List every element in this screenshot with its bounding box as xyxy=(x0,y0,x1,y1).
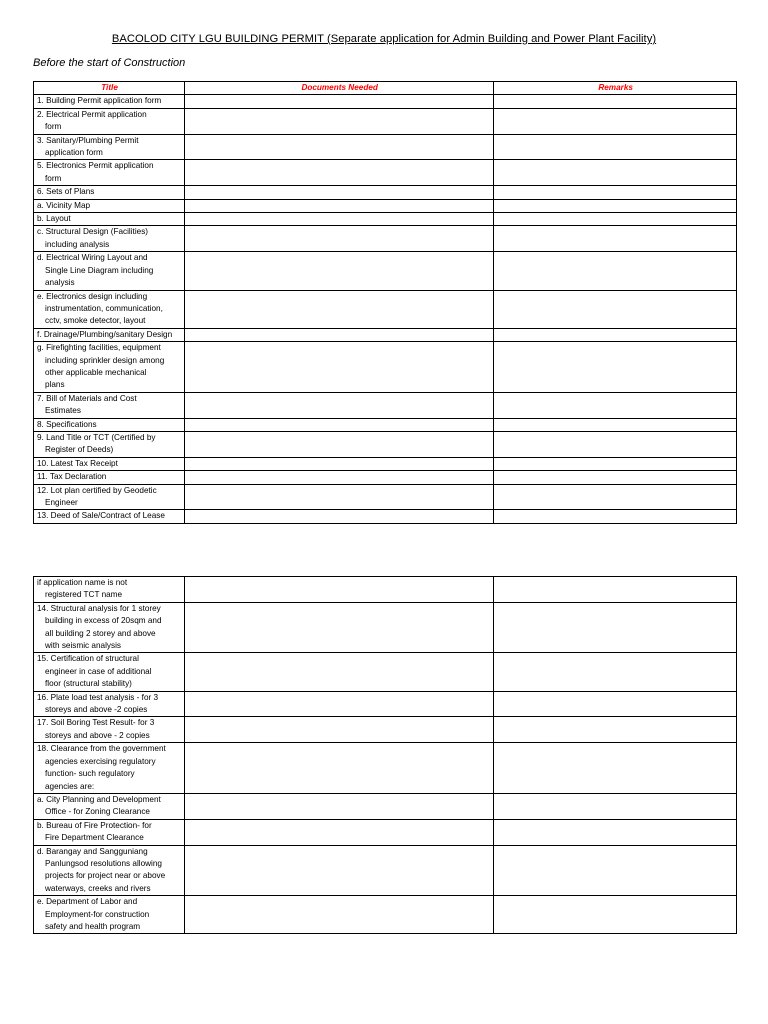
remarks-cell[interactable] xyxy=(494,186,737,199)
table-row xyxy=(34,819,737,845)
table-header-row xyxy=(34,82,737,95)
requirement-title-cell xyxy=(34,717,185,743)
requirement-title-cell xyxy=(34,160,185,186)
documents-needed-cell[interactable] xyxy=(185,160,494,186)
requirement-title-line: 3. Sanitary/Plumbing Permit xyxy=(37,135,139,145)
table-row xyxy=(34,418,737,431)
documents-needed-cell[interactable] xyxy=(185,95,494,108)
requirement-title-line: 17. Soil Boring Test Result- for 3 xyxy=(37,718,155,728)
documents-needed-cell[interactable] xyxy=(185,431,494,457)
requirement-title-cell xyxy=(34,896,185,934)
requirement-title-line: 10. Latest Tax Receipt xyxy=(37,458,118,468)
column-header-remarks: Remarks xyxy=(494,82,737,95)
table-row xyxy=(34,717,737,743)
requirement-title-cell xyxy=(34,845,185,896)
requirement-title-line: Panlungsod resolutions allowing xyxy=(45,858,162,868)
requirement-title-cell xyxy=(34,743,185,794)
requirement-title-line: other applicable mechanical xyxy=(45,367,147,377)
remarks-cell[interactable] xyxy=(494,793,737,819)
requirement-title-line: 15. Certification of structural xyxy=(37,654,139,664)
requirement-title-line: storeys and above - 2 copies xyxy=(45,730,150,740)
requirement-title-cell xyxy=(34,793,185,819)
table-row xyxy=(34,213,737,226)
table-row xyxy=(34,793,737,819)
documents-needed-cell[interactable] xyxy=(185,793,494,819)
remarks-cell[interactable] xyxy=(494,328,737,341)
documents-needed-cell[interactable] xyxy=(185,186,494,199)
requirement-title-cell xyxy=(34,602,185,653)
requirement-title-line: 14. Structural analysis for 1 storey xyxy=(37,603,161,613)
documents-needed-cell[interactable] xyxy=(185,577,494,603)
requirement-title-line: analysis xyxy=(45,278,75,288)
documents-needed-cell[interactable] xyxy=(185,199,494,212)
remarks-cell[interactable] xyxy=(494,342,737,393)
requirement-title-line: 9. Land Title or TCT (Certified by xyxy=(37,432,156,442)
table-row xyxy=(34,653,737,691)
remarks-cell[interactable] xyxy=(494,845,737,896)
requirement-title-line: safety and health program xyxy=(45,921,141,931)
requirement-title-cell xyxy=(34,328,185,341)
documents-needed-cell[interactable] xyxy=(185,743,494,794)
remarks-cell[interactable] xyxy=(494,226,737,252)
requirement-title-cell xyxy=(34,653,185,691)
remarks-cell[interactable] xyxy=(494,691,737,717)
requirement-title-cell xyxy=(34,577,185,603)
documents-needed-cell[interactable] xyxy=(185,457,494,470)
requirement-title-line: 7. Bill of Materials and Cost xyxy=(37,393,137,403)
documents-needed-cell[interactable] xyxy=(185,691,494,717)
table-row xyxy=(34,457,737,470)
requirement-title-line: g. Firefighting facilities, equipment xyxy=(37,343,161,353)
documents-needed-cell[interactable] xyxy=(185,328,494,341)
requirement-title-line: Fire Department Clearance xyxy=(45,833,144,843)
table-row xyxy=(34,342,737,393)
documents-needed-cell[interactable] xyxy=(185,896,494,934)
requirement-title-cell xyxy=(34,342,185,393)
remarks-cell[interactable] xyxy=(494,510,737,523)
table-row xyxy=(34,691,737,717)
remarks-cell[interactable] xyxy=(494,653,737,691)
remarks-cell[interactable] xyxy=(494,819,737,845)
requirement-title-line: Office - for Zoning Clearance xyxy=(45,807,150,817)
remarks-cell[interactable] xyxy=(494,484,737,510)
requirement-title-line: e. Department of Labor and xyxy=(37,897,138,907)
requirement-title-line: storeys and above -2 copies xyxy=(45,705,148,715)
requirement-title-line: 8. Specifications xyxy=(37,419,97,429)
requirement-title-line: 2. Electrical Permit application xyxy=(37,109,147,119)
requirement-title-line: 16. Plate load test analysis - for 3 xyxy=(37,692,159,702)
documents-needed-cell[interactable] xyxy=(185,213,494,226)
requirement-title-line: d. Barangay and Sangguniang xyxy=(37,846,148,856)
requirement-title-line: Employment-for construction xyxy=(45,909,150,919)
requirement-title-cell xyxy=(34,418,185,431)
requirement-title-line: e. Electronics design including xyxy=(37,291,148,301)
requirement-title-line: registered TCT name xyxy=(45,590,123,600)
requirement-title-line: a. City Planning and Development xyxy=(37,794,161,804)
documents-needed-cell[interactable] xyxy=(185,845,494,896)
documents-needed-cell[interactable] xyxy=(185,717,494,743)
documents-needed-cell[interactable] xyxy=(185,252,494,290)
requirement-title-line: 13. Deed of Sale/Contract of Lease xyxy=(37,511,165,521)
requirement-title-line: plans xyxy=(45,380,65,390)
documents-needed-cell[interactable] xyxy=(185,510,494,523)
requirement-title-cell xyxy=(34,431,185,457)
requirement-title-line: form xyxy=(45,173,62,183)
table-row xyxy=(34,392,737,418)
documents-needed-cell[interactable] xyxy=(185,226,494,252)
requirement-title-line: including analysis xyxy=(45,239,110,249)
table-row xyxy=(34,743,737,794)
requirement-title-line: application form xyxy=(45,148,103,158)
requirement-title-cell xyxy=(34,134,185,160)
table-row xyxy=(34,602,737,653)
remarks-cell[interactable] xyxy=(494,290,737,328)
requirements-table-1 xyxy=(33,81,737,524)
requirement-title-line: 18. Clearance from the government xyxy=(37,744,166,754)
table-row xyxy=(34,160,737,186)
requirement-title-cell xyxy=(34,290,185,328)
remarks-cell[interactable] xyxy=(494,896,737,934)
table-row xyxy=(34,199,737,212)
remarks-cell[interactable] xyxy=(494,160,737,186)
remarks-cell[interactable] xyxy=(494,457,737,470)
requirement-title-line: d. Electrical Wiring Layout and xyxy=(37,253,148,263)
table-row xyxy=(34,471,737,484)
requirement-title-cell xyxy=(34,95,185,108)
requirement-title-line: Estimates xyxy=(45,406,81,416)
requirement-title-line: 12. Lot plan certified by Geodetic xyxy=(37,485,157,495)
requirement-title-line: f. Drainage/Plumbing/sanitary Design xyxy=(37,329,173,339)
column-header-documents-needed: Documents Needed xyxy=(185,82,494,95)
requirement-title-line: a. Vicinity Map xyxy=(37,200,91,210)
remarks-cell[interactable] xyxy=(494,108,737,134)
remarks-cell[interactable] xyxy=(494,431,737,457)
table-row xyxy=(34,577,737,603)
requirement-title-cell xyxy=(34,691,185,717)
requirement-title-line: building in excess of 20sqm and xyxy=(45,616,162,626)
requirement-title-line: 1. Building Permit application form xyxy=(37,96,162,106)
requirement-title-cell xyxy=(34,484,185,510)
requirement-title-line: Register of Deeds) xyxy=(45,445,114,455)
remarks-cell[interactable] xyxy=(494,392,737,418)
documents-needed-cell[interactable] xyxy=(185,290,494,328)
requirement-title-line: with seismic analysis xyxy=(45,641,121,651)
requirement-title-cell xyxy=(34,471,185,484)
documents-needed-cell[interactable] xyxy=(185,134,494,160)
table-row xyxy=(34,252,737,290)
section-subtitle: Before the start of Construction xyxy=(33,57,186,69)
requirement-title-line: c. Structural Design (Facilities) xyxy=(37,227,149,237)
requirement-title-line: engineer in case of additional xyxy=(45,666,152,676)
documents-needed-cell[interactable] xyxy=(185,484,494,510)
requirement-title-line: form xyxy=(45,122,62,132)
remarks-cell[interactable] xyxy=(494,743,737,794)
requirement-title-line: instrumentation, communication, xyxy=(45,303,163,313)
requirement-title-cell xyxy=(34,819,185,845)
table-row xyxy=(34,186,737,199)
requirement-title-line: all building 2 storey and above xyxy=(45,628,156,638)
remarks-cell[interactable] xyxy=(494,95,737,108)
documents-needed-cell[interactable] xyxy=(185,342,494,393)
requirement-title-line: function- such regulatory xyxy=(45,769,135,779)
remarks-cell[interactable] xyxy=(494,471,737,484)
requirement-title-cell xyxy=(34,457,185,470)
requirement-title-line: Single Line Diagram including xyxy=(45,265,154,275)
requirement-title-line: including sprinkler design among xyxy=(45,355,165,365)
requirements-table-2 xyxy=(33,576,737,934)
documents-needed-cell[interactable] xyxy=(185,653,494,691)
requirement-title-line: b. Layout xyxy=(37,214,71,224)
requirement-title-line: agencies are: xyxy=(45,781,95,791)
remarks-cell[interactable] xyxy=(494,199,737,212)
documents-needed-cell[interactable] xyxy=(185,418,494,431)
table-row xyxy=(34,226,737,252)
table-row xyxy=(34,328,737,341)
table-row xyxy=(34,431,737,457)
table-row xyxy=(34,896,737,934)
requirement-title-cell xyxy=(34,510,185,523)
remarks-cell[interactable] xyxy=(494,602,737,653)
requirement-title-line: cctv, smoke detector, layout xyxy=(45,316,146,326)
table-row xyxy=(34,95,737,108)
documents-needed-cell[interactable] xyxy=(185,471,494,484)
requirement-title-line: 5. Electronics Permit application xyxy=(37,161,154,171)
requirement-title-line: Engineer xyxy=(45,498,78,507)
requirement-title-line: projects for project near or above xyxy=(45,871,166,881)
requirement-title-line: floor (structural stability) xyxy=(45,679,132,689)
remarks-cell[interactable] xyxy=(494,418,737,431)
remarks-cell[interactable] xyxy=(494,717,737,743)
requirement-title-line: b. Bureau of Fire Protection- for xyxy=(37,820,152,830)
requirement-title-line: 6. Sets of Plans xyxy=(37,187,95,197)
requirement-title-cell xyxy=(34,199,185,212)
requirement-title-line: agencies exercising regulatory xyxy=(45,756,156,766)
documents-needed-cell[interactable] xyxy=(185,392,494,418)
requirement-title-line: waterways, creeks and rivers xyxy=(45,883,151,893)
requirement-title-cell xyxy=(34,226,185,252)
requirement-title-cell xyxy=(34,108,185,134)
requirement-title-cell xyxy=(34,392,185,418)
documents-needed-cell[interactable] xyxy=(185,819,494,845)
remarks-cell[interactable] xyxy=(494,134,737,160)
document-title: BACOLOD CITY LGU BUILDING PERMIT (Separate application for Admin Building and Power Plant Facility) xyxy=(111,33,657,45)
column-header-title: Title xyxy=(34,82,185,95)
table-row xyxy=(34,290,737,328)
table-row xyxy=(34,484,737,510)
requirement-title-cell xyxy=(34,186,185,199)
remarks-cell[interactable] xyxy=(494,252,737,290)
requirement-title-line: 11. Tax Declaration xyxy=(37,472,107,482)
documents-needed-cell[interactable] xyxy=(185,602,494,653)
table-row xyxy=(34,845,737,896)
requirement-title-cell xyxy=(34,213,185,226)
table-row xyxy=(34,134,737,160)
requirement-title-line: if application name is not xyxy=(37,578,128,587)
requirement-title-cell xyxy=(34,252,185,290)
remarks-cell[interactable] xyxy=(494,213,737,226)
table-row xyxy=(34,510,737,523)
remarks-cell[interactable] xyxy=(494,577,737,603)
table-row xyxy=(34,108,737,134)
documents-needed-cell[interactable] xyxy=(185,108,494,134)
